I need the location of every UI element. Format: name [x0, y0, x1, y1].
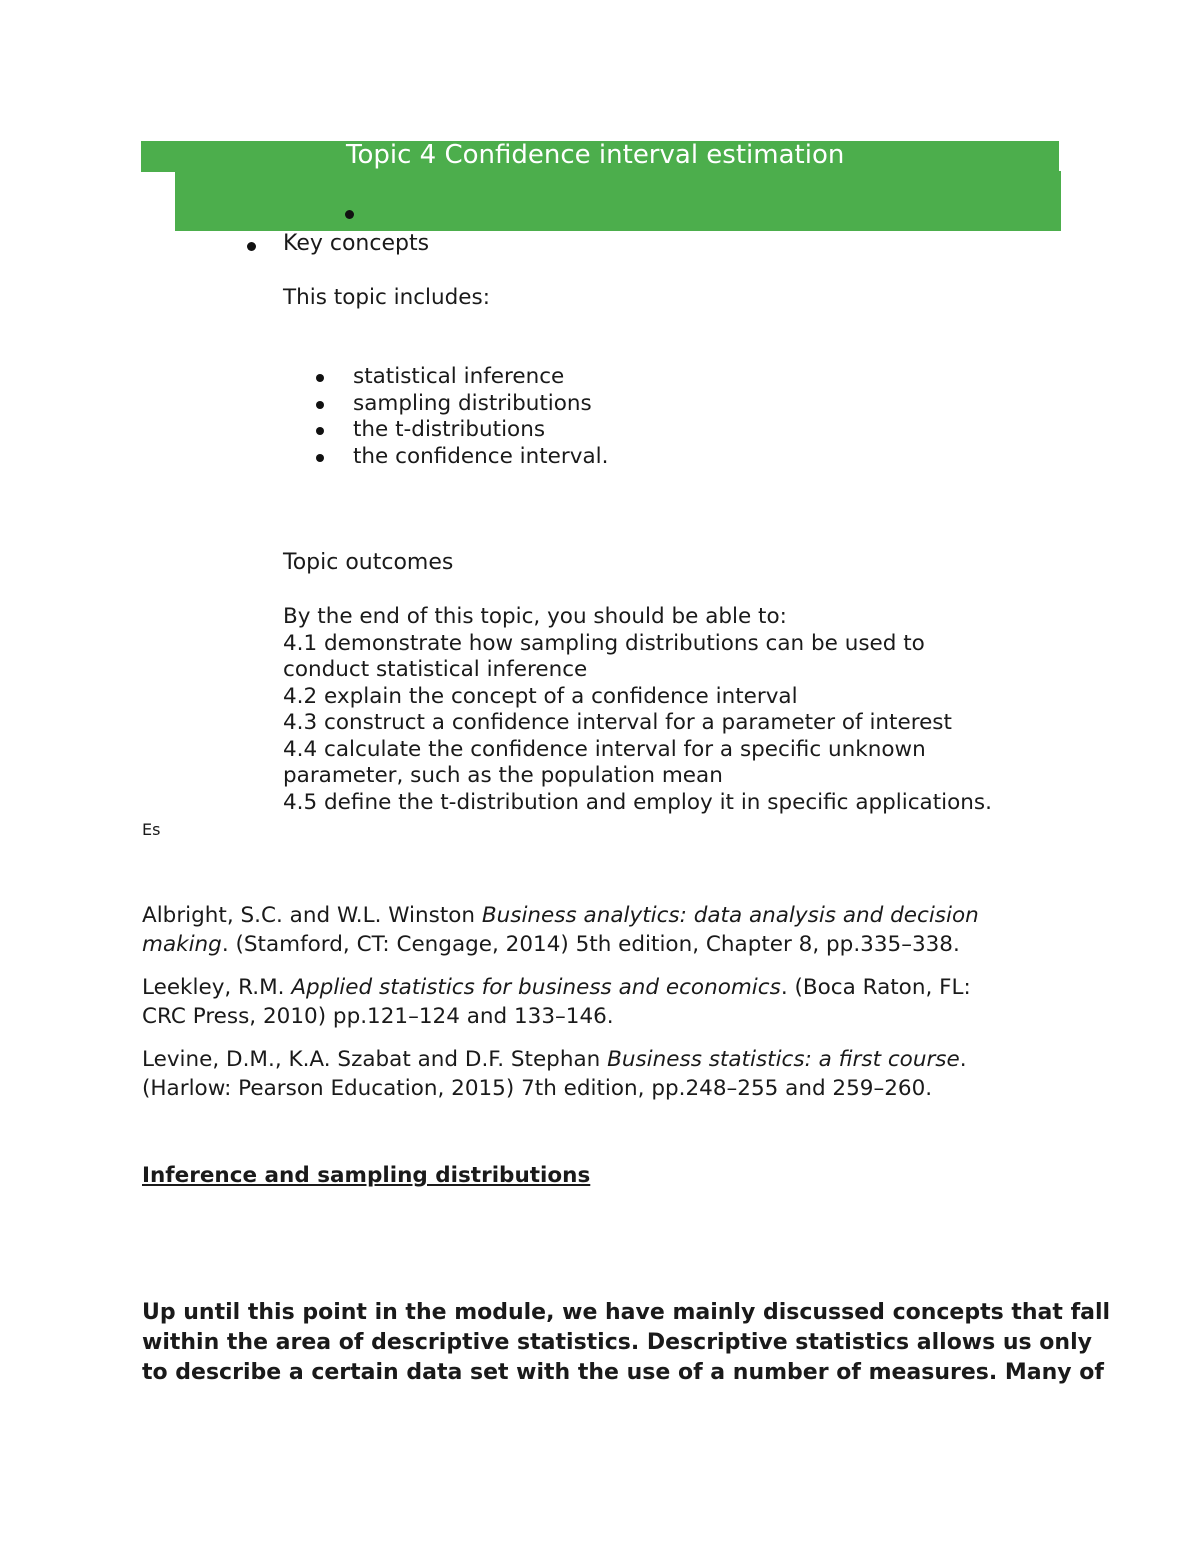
section-paragraph: Up until this point in the module, we have mainly discussed concepts that fall within the area of descriptive statistics. Descriptive statistics allows us only to describe a certain data set with the use of a number of measures. Many of: [142, 1300, 1111, 1385]
stray-text: Es: [142, 820, 161, 839]
outcome-line: 4.4 calculate the confidence interval for a specific unknown: [283, 736, 926, 762]
outcome-line: 4.2 explain the concept of a confidence interval: [283, 683, 798, 709]
reference-title: Business statistics: a first course: [607, 1047, 960, 1072]
list-item: statistical inference: [316, 364, 608, 391]
outcome-line: 4.5 define the t-distribution and employ it in specific applications.: [283, 789, 992, 815]
page-title: Topic 4 Confidence interval estimation: [346, 140, 845, 170]
outcome-line: 4.3 construct a confidence interval for a parameter of interest: [283, 710, 952, 735]
reference-1: Albright, S.C. and W.L. Winston Business analytics: data analysis and decision making. (Stamford, CT: Cengage, 2014) 5th edition, Chapter 8, pp.335–338.: [142, 903, 979, 957]
bullet-icon: [316, 454, 324, 462]
outcome-line: parameter, such as the population mean: [283, 763, 723, 788]
reference-title: Applied statistics for business and economics: [291, 975, 781, 1000]
list-item: sampling distributions: [316, 391, 608, 418]
key-concepts-list: [316, 364, 608, 470]
header-bullet-icon: [345, 210, 354, 219]
bullet-icon: [316, 401, 324, 409]
reference-3: Levine, D.M., K.A. Szabat and D.F. Stephan Business statistics: a first course. (Harlow: Pearson Education, 2015) 7th edition, pp.248–255 and 259–260.: [142, 1047, 967, 1101]
key-concepts-intro: This topic includes:: [283, 285, 490, 310]
outcome-line: By the end of this topic, you should be able to:: [283, 604, 787, 629]
reference-title: Business analytics: data analysis and decision: [481, 903, 979, 928]
key-concepts-heading: Key concepts: [283, 231, 430, 256]
list-item: the t-distributions: [316, 417, 608, 444]
outcome-line: 4.1 demonstrate how sampling distributions can be used to: [283, 630, 925, 656]
list-item: the confidence interval.: [316, 444, 608, 471]
topic-outcomes-heading: Topic outcomes: [283, 550, 454, 575]
topic-outcomes-body: [283, 604, 992, 816]
bullet-icon: [316, 374, 324, 382]
reference-2: Leekley, R.M. Applied statistics for business and economics. (Boca Raton, FL: CRC Press, 2010) pp.121–124 and 133–146.: [142, 975, 971, 1029]
bullet-icon: [316, 427, 324, 435]
header-banner-bottom: [175, 171, 1061, 231]
section-heading: Inference and sampling distributions: [142, 1163, 591, 1188]
key-concepts-bullet-icon: [247, 242, 256, 251]
reference-title: making: [142, 931, 222, 957]
outcome-line: conduct statistical inference: [283, 657, 588, 682]
